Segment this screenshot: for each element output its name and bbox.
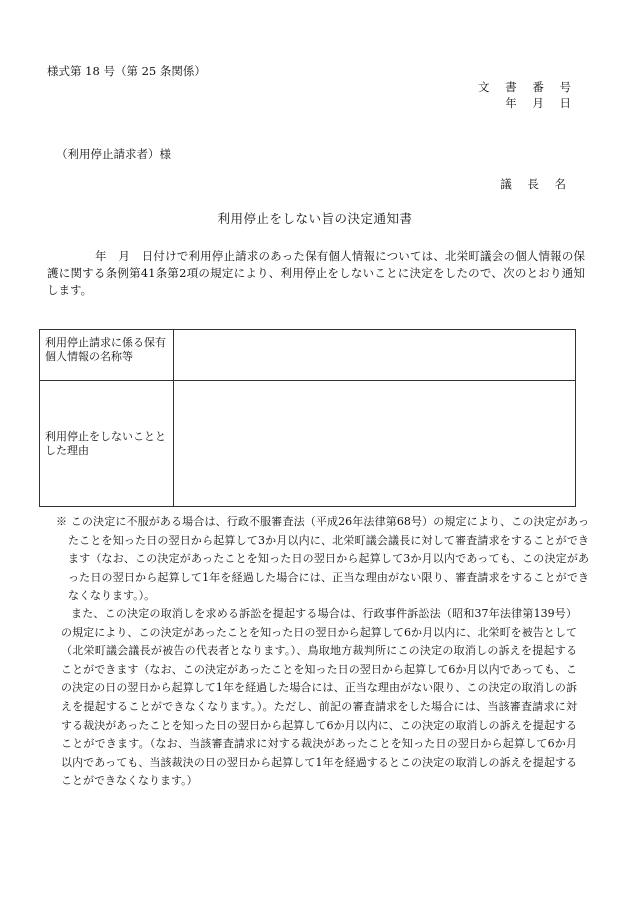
table-row <box>40 330 576 381</box>
note-appeal: ※ この決定に不服がある場合は、行政不服審査法（平成26年法律第68号）の規定により、この決定があったことを知った日の翌日から起算して3か月以内に、北栄町議会議長に対して審査請求をすることができます（なお、この決定があったことを知った日の翌日から起算して3か月以内であっても、この決定があった日の翌日から起算して1年を経過した場合には、正当な理由がない限り、審査請求をすることができなくなります。）。 <box>56 515 589 603</box>
document-title: 利用停止をしない旨の決定通知書 <box>217 211 413 226</box>
note-lawsuit: また、この決定の取消しを求める訴訟を提起する場合は、行政事件訴訟法（昭和37年法律第139号）の規定により、この決定があったことを知った日の翌日から起算して6か月以内に、北栄町を被告として（北栄町議会議長が被告の代表者となります。）、鳥取地方裁判所にこの決定の取消しの訴えを提起することができます（なお、この決定があったことを知った日の翌日から起算して6か月以内であっても、この決定の日の翌日から起算して1年を経過した場合には、正当な理由がない限り、この決定の取消しの訴えを提起することができなくなります。）。ただし、前記の審査請求をした場合には、当該審査請求に対する裁決があったことを知った日の翌日から起算して6か月以内に、この決定の取消しの訴えを提起することができます。（なお、当該審査請求に対する裁決があったことを知った日の翌日から起算して6か月以内であっても、当該裁決の日の翌日から起算して1年を経過するとこの決定の取消しの訴えを提起することができなくなります。） <box>61 607 577 788</box>
addressee: （利用停止請求者）様 <box>56 147 171 161</box>
body-paragraph: 年 月 日付けで利用停止請求のあった保有個人情報については、北栄町議会の個人情報の保護に関する条例第41条第2項の規定により、利用停止をしないことに決定をしたので、次のとおり通知します。 <box>47 249 585 297</box>
row-label-info-name: 利用停止請求に係る保有個人情報の名称等 <box>40 330 174 381</box>
info-table <box>39 329 576 507</box>
row-value-info-name <box>174 330 576 381</box>
form-number: 様式第 18 号（第 25 条関係） <box>47 64 206 78</box>
document-number-label: 文 書 番 号 <box>478 80 577 94</box>
document-date-label: 年 月 日 <box>505 96 577 110</box>
sender-name: 議 長 名 <box>500 177 572 191</box>
row-label-reason: 利用停止をしないこととした理由 <box>40 381 174 507</box>
table-row <box>40 381 576 507</box>
row-value-reason <box>174 381 576 507</box>
